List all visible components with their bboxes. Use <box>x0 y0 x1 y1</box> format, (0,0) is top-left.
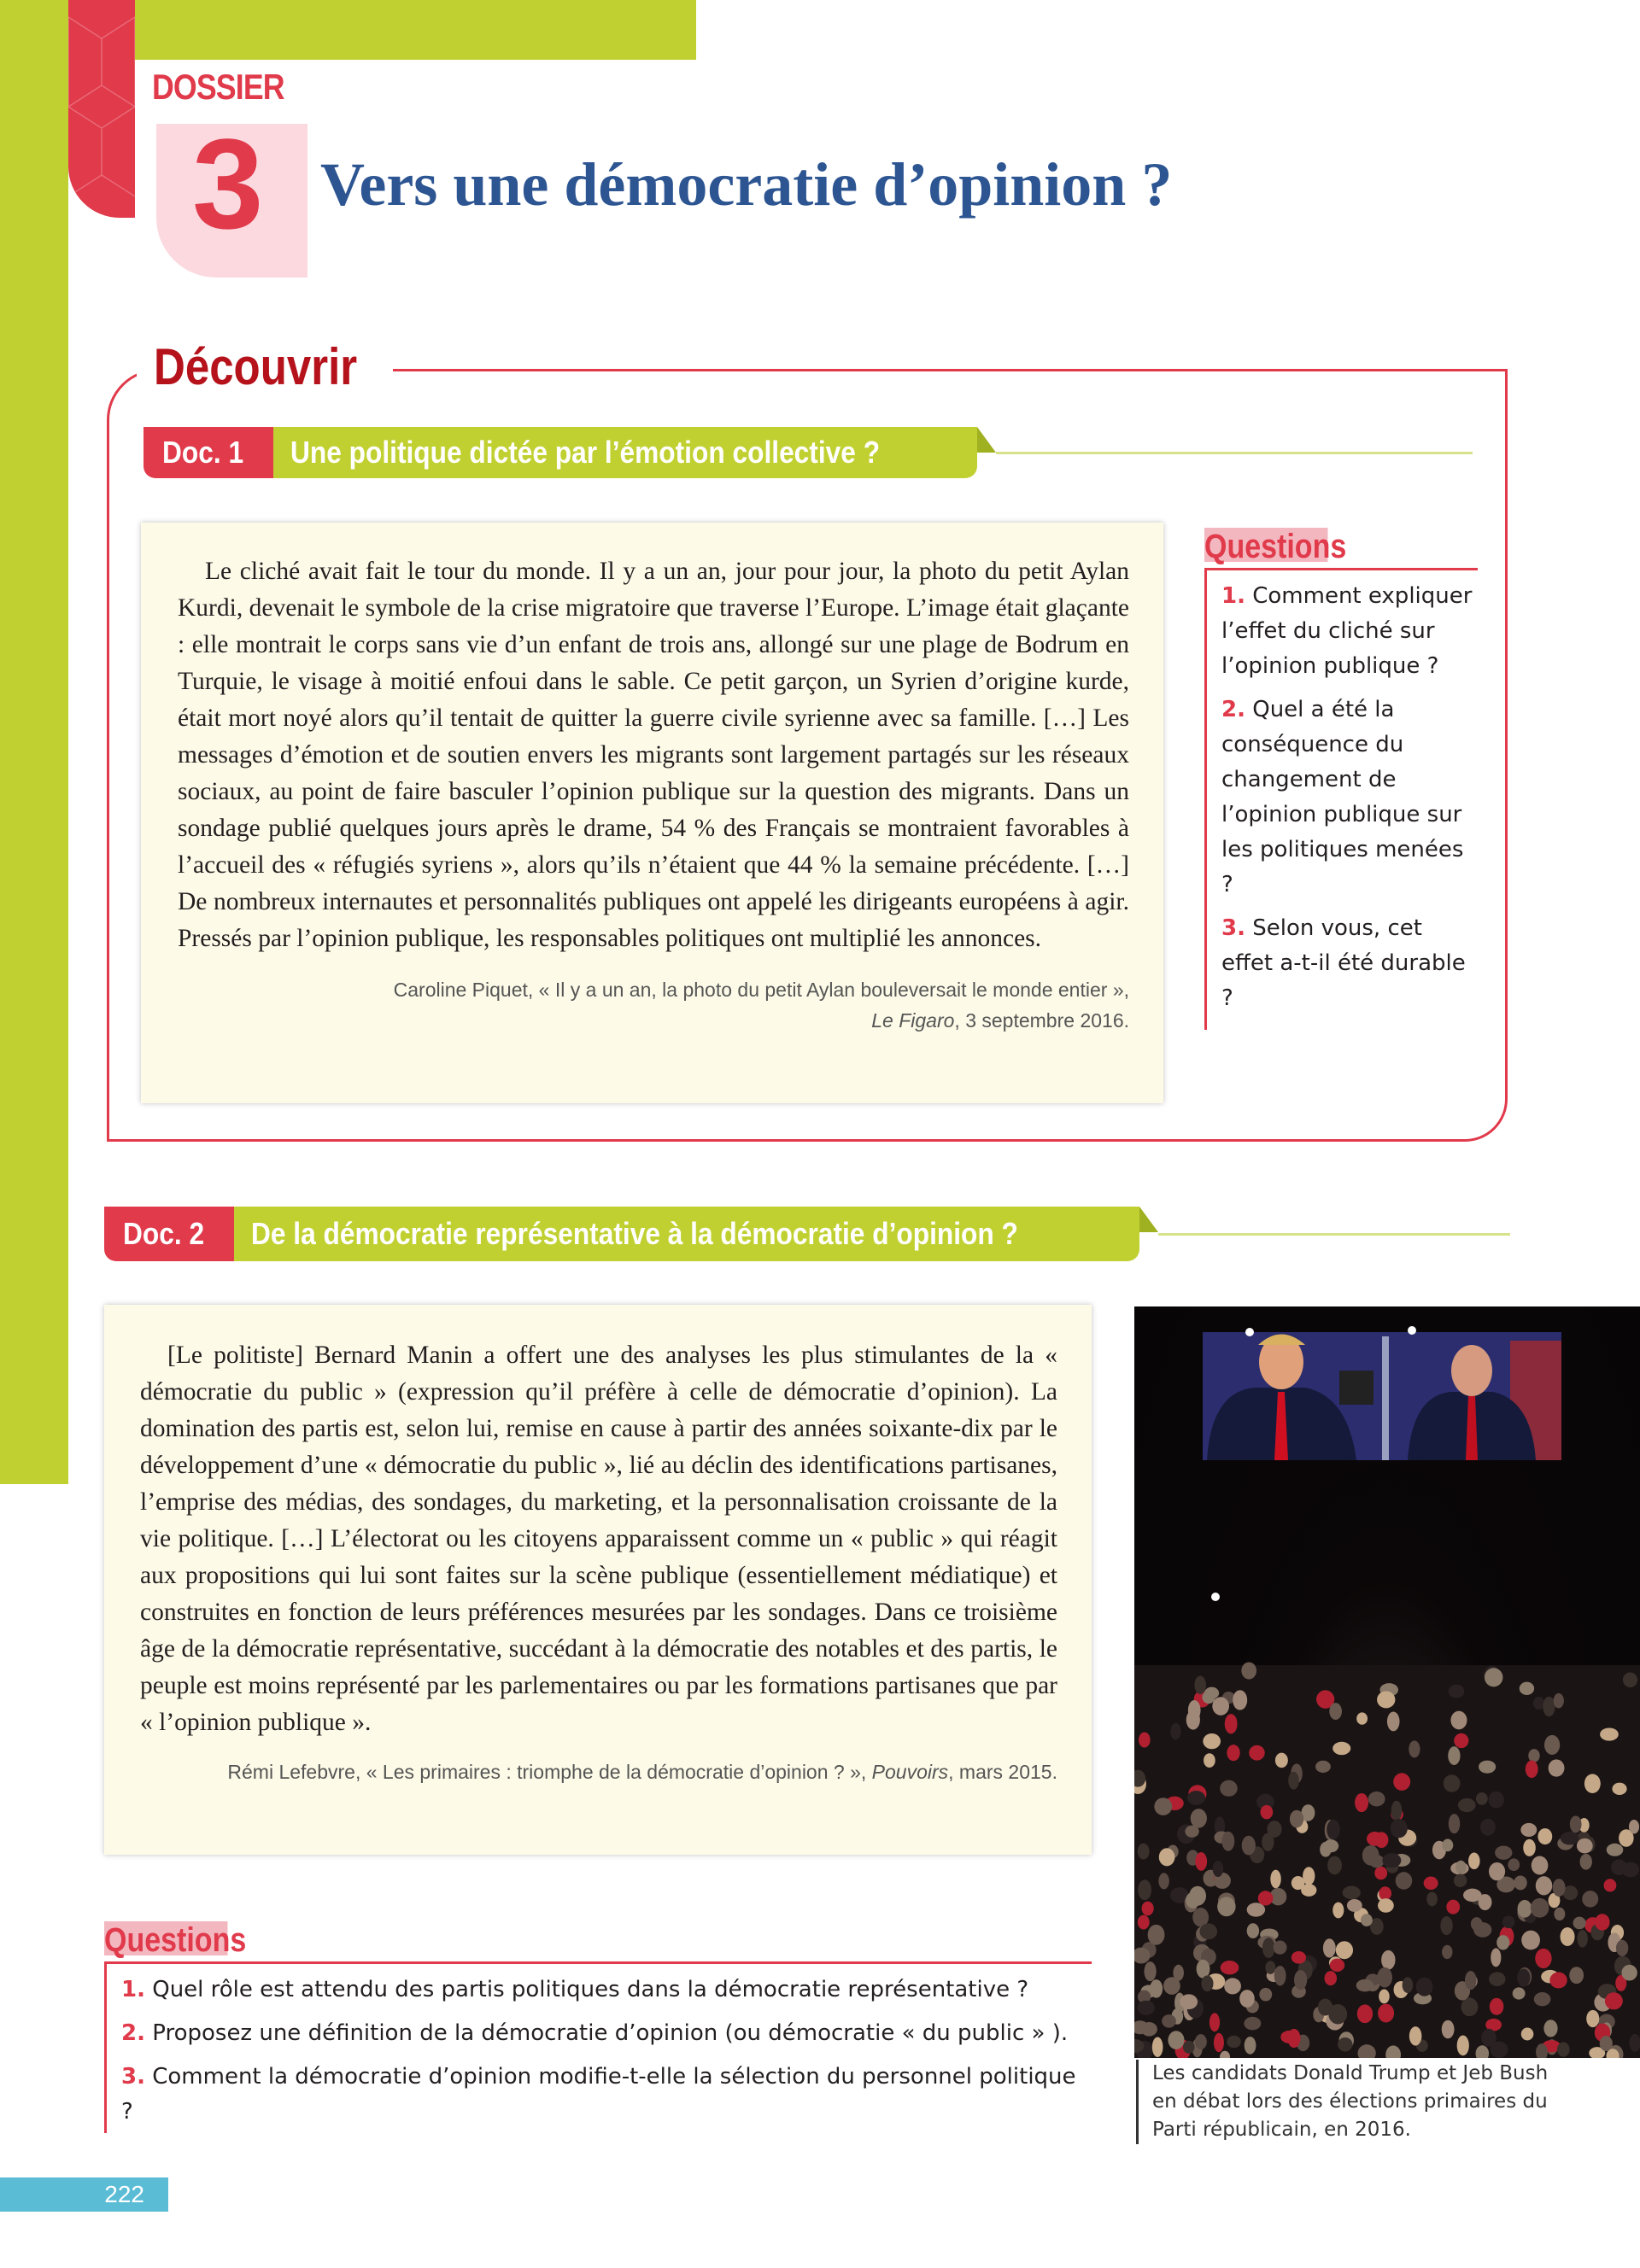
question-item: 3. Comment la démocratie d’opinion modifie-t-elle la sélection du personnel politique ? <box>121 2064 1076 2125</box>
crowd-head <box>1183 2041 1195 2054</box>
crowd-head <box>1262 1938 1275 1958</box>
crowd-head <box>1233 1690 1247 1710</box>
crowd-head <box>1521 2028 1534 2041</box>
crowd-head <box>1280 2031 1297 2043</box>
crowd-head <box>1387 1712 1400 1732</box>
crowd-head <box>1468 1853 1480 1870</box>
questions-frame <box>1204 568 1478 1030</box>
question-item: 2. Quel a été la conséquence du changement de l’opinion publique sur les politiques menées ? <box>1221 697 1464 897</box>
doc2-source-date: , mars 2015. <box>948 1761 1057 1783</box>
crowd-head <box>1377 1691 1395 1708</box>
crowd-head <box>1616 1940 1628 1956</box>
crowd-head <box>1150 1979 1163 1998</box>
crowd-head <box>1197 1960 1210 1979</box>
crowd-head <box>1170 1723 1180 1739</box>
crowd-head <box>1294 1970 1307 1990</box>
crowd-head <box>1454 1733 1468 1748</box>
crowd-head <box>1274 1966 1286 1985</box>
crowd-head <box>1623 1672 1637 1687</box>
crowd-head <box>1274 1940 1287 1954</box>
crowd-head <box>1292 1951 1306 1964</box>
crowd-head <box>1442 2020 1455 2039</box>
banner-line <box>1158 1233 1510 1236</box>
crowd-head <box>1241 1662 1256 1679</box>
questions-frame <box>104 1961 1092 2133</box>
crowd-head <box>1544 1735 1560 1755</box>
crowd-head <box>1531 1898 1549 1918</box>
crowd-head <box>1323 1839 1338 1852</box>
question-item: 3. Selon vous, cet effet a-t-il été durable ? <box>1221 915 1466 1011</box>
crowd-head <box>1187 1791 1205 1805</box>
crowd-head <box>1355 1793 1368 1812</box>
crowd-head <box>1261 1805 1274 1820</box>
questions-title: Questions <box>104 1921 247 1959</box>
crowd-head <box>1158 1873 1168 1889</box>
crowd-head <box>1180 1994 1198 2009</box>
crowd-head <box>1458 1798 1476 1812</box>
crowd-head <box>1448 1746 1460 1765</box>
crowd-head <box>1553 1879 1566 1897</box>
crowd-head <box>1396 1872 1413 1890</box>
crowd-head <box>1378 1898 1394 1913</box>
crowd-head <box>1186 1710 1200 1730</box>
crowd-head <box>1543 2020 1557 2037</box>
crowd-head <box>1450 1711 1467 1730</box>
crowd-head <box>1621 1965 1637 1981</box>
crowd-head <box>1543 1697 1555 1716</box>
questions-title: Questions <box>1204 528 1347 565</box>
crowd-head <box>1600 1727 1619 1740</box>
doc1-source <box>178 974 1129 1036</box>
crowd-head <box>1152 2037 1163 2057</box>
crowd-head <box>1382 1853 1401 1868</box>
crowd-head <box>1379 1886 1391 1900</box>
crowd-head <box>1214 2033 1224 2052</box>
doc1-source-publication: Le Figaro <box>871 1009 955 1032</box>
crowd-head <box>1220 1780 1238 1797</box>
crowd-head <box>1461 1997 1478 2016</box>
crowd-head <box>1378 2004 1394 2023</box>
doc2-source-publication: Pouvoirs <box>871 1761 949 1783</box>
crowd-head <box>1454 1873 1467 1887</box>
crowd-head <box>1288 1772 1299 1790</box>
crowd-head <box>1377 1967 1392 1988</box>
crowd-head <box>1213 1861 1224 1877</box>
crowd-head <box>1600 2036 1613 2051</box>
debate-photo-illustration <box>1134 1306 1640 2058</box>
crowd-head <box>1327 1856 1342 1875</box>
crowd-head <box>1577 1930 1587 1948</box>
crowd-head <box>1554 1908 1565 1920</box>
doc1-questions <box>1204 528 1478 1030</box>
crowd-head <box>1570 1815 1582 1833</box>
doc1-text: Le cliché avait fait le tour du monde. Il y a un an, jour pour jour, la photo du petit Aylan Kurdi, devenait le symbole de la crise migratoire que traverse l’Europe. L’image était glaçante : elle montrait le corps sans vie d’un enfant de trois ans, allongé sur une plage de Bodrum en Turquie, le visage à moitié enfoui dans le sable. Ce petit garçon, un Syrien d’origine kurde, était mort noyé alors qu’il tentait de quitter la guerre civile syrienne avec sa famille. […] Les messages d’émotion et de soutien envers les migrants sont largement partagés sur les réseaux sociaux, au point de faire basculer l’opinion publique sur la question des migrants. Dans un sondage publié quelques jours après le drame, 54 % des Français se montraient favorables à l’accueil des « réfugiés syriens », alors qu’ils n’étaient que 44 % la semaine précédente. […] De nombreux internautes et personnalités publiques ont appelé les dirigeants européens à agir. Pressés par l’opinion publique, les responsables politiques ont multiplié les annonces. <box>178 558 1129 952</box>
doc2-source-line: Rémi Lefebvre, « Les primaires : triomphe de la démocratie d’opinion ? », <box>227 1761 872 1783</box>
crowd-head <box>1239 1990 1255 2008</box>
crowd-head <box>1604 1879 1617 1891</box>
crowd-head <box>1489 1792 1504 1809</box>
crowd-head <box>1629 1820 1639 1834</box>
crowd-head <box>1194 1676 1206 1695</box>
crowd-head <box>1323 1938 1336 1957</box>
crowd-head <box>1369 1855 1384 1868</box>
crowd-head <box>1479 1761 1496 1774</box>
dossier-number: 3 <box>192 112 264 255</box>
crowd-head <box>1327 1820 1340 1839</box>
crowd-head <box>1212 1697 1229 1716</box>
crowd-head <box>1144 1961 1156 1981</box>
crowd-head <box>1457 2035 1469 2055</box>
crowd-head <box>1533 1697 1544 1710</box>
crowd-head <box>1173 1965 1184 1981</box>
crowd-head <box>1148 1925 1165 1945</box>
banner-line <box>996 452 1473 454</box>
crowd-head <box>1315 1761 1331 1773</box>
crowd-head <box>1393 1773 1410 1791</box>
crowd-head <box>1330 1959 1344 1972</box>
crowd-head <box>1199 1923 1217 1939</box>
crowd-head <box>1528 1749 1539 1762</box>
crowd-head <box>1495 1846 1512 1860</box>
crowd-head <box>1159 1848 1175 1866</box>
crowd-head <box>1329 1703 1342 1720</box>
crowd-head <box>1270 1870 1280 1889</box>
crowd-head <box>1607 1844 1624 1856</box>
crowd-head <box>1532 1856 1549 1875</box>
doc2-source <box>140 1757 1057 1787</box>
crowd-head <box>1332 1903 1344 1919</box>
top-band <box>68 0 696 60</box>
crowd-head <box>1185 1826 1198 1838</box>
crowd-head <box>1221 1832 1234 1851</box>
crowd-head <box>1391 1801 1403 1821</box>
doc1-banner <box>144 427 1473 478</box>
crowd-head <box>1456 1861 1466 1874</box>
crowd-head <box>1186 1892 1199 1909</box>
crowd-head <box>1142 1902 1154 1916</box>
crowd-head <box>1195 1852 1207 1871</box>
crowd-head <box>1336 1941 1353 1959</box>
photo-caption: Les candidats Donald Trump et Jeb Bush en débat lors des élections primaires du Parti républicain, en 2016. <box>1136 2060 1562 2144</box>
crowd-head <box>1496 1935 1509 1949</box>
crowd-head <box>1444 1774 1461 1792</box>
crowd-head <box>1162 2014 1176 2028</box>
crowd-head <box>1275 1753 1288 1768</box>
crowd-head <box>1224 1978 1241 1994</box>
crowd-head <box>1491 1948 1501 1967</box>
doc1-source-line: Caroline Piquet, « Il y a un an, la photo du petit Aylan bouleversait le monde entier », <box>393 979 1129 1001</box>
crowd-head <box>1449 1814 1460 1833</box>
crowd-head <box>1265 1961 1275 1974</box>
crowd-head <box>1534 1992 1551 2006</box>
crowd-head <box>1424 1877 1438 1890</box>
crowd-head <box>1463 1889 1481 1902</box>
crowd-head <box>1442 1945 1452 1959</box>
crowd-head <box>1554 1693 1564 1709</box>
crowd-head <box>1549 1759 1565 1776</box>
crowd-head <box>1403 1977 1414 1993</box>
crowd-head <box>1513 1987 1526 1999</box>
crowd-head <box>1481 2029 1496 2047</box>
crowd-head <box>1573 1917 1586 1930</box>
crowd-head <box>1485 1668 1502 1686</box>
hex-pattern-strip <box>68 0 135 218</box>
crowd-head <box>1582 1891 1598 1908</box>
doc2-questions <box>104 1921 1092 2133</box>
doc1-title: Une politique dictée par l’émotion collective ? <box>290 435 881 470</box>
crowd-head <box>1210 2013 1220 2031</box>
crowd-head <box>1440 1916 1452 1935</box>
crowd-head <box>1489 1862 1505 1880</box>
crowd-head <box>1605 1992 1623 2009</box>
crowd-head <box>1247 1923 1259 1938</box>
crowd-head <box>1301 1884 1316 1897</box>
side-band <box>0 0 68 1484</box>
crowd-head <box>1138 1915 1150 1930</box>
crowd-head <box>1381 1950 1395 1970</box>
crowd-head <box>1258 1891 1274 1905</box>
crowd-head <box>1561 1832 1579 1844</box>
crowd-head <box>1203 1733 1221 1749</box>
crowd-head <box>1245 2037 1256 2055</box>
crowd-head <box>1518 1900 1532 1918</box>
crowd-head <box>1244 2017 1261 2031</box>
crowd-head <box>1473 1922 1491 1938</box>
crowd-head <box>1561 1927 1575 1946</box>
crowd-head <box>1514 1875 1527 1890</box>
crowd-head <box>1201 1975 1213 1991</box>
crowd-head <box>1442 1838 1453 1851</box>
crowd-head <box>1416 1978 1433 1996</box>
debate-photo <box>1134 1306 1640 2058</box>
question-item: 1. Comment expliquer l’effet du cliché sur l’opinion publique ? <box>1221 583 1473 679</box>
crowd-head <box>1569 1967 1584 1984</box>
crowd-head <box>1303 1867 1315 1885</box>
crowd-head <box>1489 1972 1505 1986</box>
crowd-head <box>1520 1682 1534 1695</box>
crowd-head <box>1584 1774 1601 1793</box>
crowd-head <box>1611 1859 1627 1875</box>
crowd-head <box>1138 1879 1151 1900</box>
crowd-head <box>1580 1854 1592 1870</box>
doc1-number: Doc. 1 <box>162 435 244 470</box>
page-title: Vers une démocratie d’opinion ? <box>320 150 1173 219</box>
crowd-head <box>1535 1949 1551 1968</box>
crowd-head <box>1154 1797 1172 1815</box>
crowd-head <box>1517 1969 1530 1987</box>
crowd-head <box>1523 1839 1536 1856</box>
doc2-number: Doc. 2 <box>123 1216 205 1251</box>
crowd-head <box>1368 1792 1385 1806</box>
crowd-head <box>1249 1745 1265 1761</box>
crowd-head <box>1536 1876 1553 1895</box>
crowd-head <box>1347 1899 1362 1912</box>
crowd-head <box>1549 1973 1567 1989</box>
dossier-label: DOSSIER <box>152 67 284 107</box>
crowd-head <box>1374 1867 1387 1879</box>
crowd-head <box>1204 1687 1219 1699</box>
crowd-head <box>1338 2037 1352 2051</box>
crowd-head <box>1409 1740 1420 1757</box>
crowd-head <box>1391 1819 1408 1838</box>
crowd-head <box>1290 1810 1303 1828</box>
crowd-head <box>1465 1971 1477 1990</box>
crowd-head <box>1267 1821 1281 1838</box>
crowd-head <box>1191 1809 1207 1828</box>
question-item: 1. Quel rôle est attendu des partis politiques dans la démocratie représentative ? <box>121 1977 1029 2002</box>
crowd-head <box>1520 1823 1537 1837</box>
doc2-textbox <box>104 1305 1092 1855</box>
hex-pattern-icon <box>68 0 135 218</box>
crowd-head <box>1426 1892 1438 1907</box>
crowd-head <box>1195 2034 1207 2049</box>
crowd-head <box>1502 1915 1515 1928</box>
crowd-head <box>1586 2010 1599 2027</box>
crowd-head <box>1332 1742 1350 1755</box>
crowd-head <box>1595 1914 1609 1931</box>
crowd-head <box>1328 2004 1347 2025</box>
crowd-head <box>1521 1931 1540 1950</box>
doc1-textbox <box>141 523 1163 1103</box>
crowd-head <box>1139 1733 1151 1748</box>
doc2-title: De la démocratie représentative à la démocratie d’opinion ? <box>251 1216 1018 1251</box>
crowd-head <box>1480 1819 1496 1836</box>
crowd-head <box>1508 1858 1520 1871</box>
question-item: 2. Proposez une définition de la démocratie d’opinion (ou démocratie « du public » ). <box>121 2020 1069 2046</box>
crowd-head <box>1538 1828 1552 1844</box>
crowd-head <box>1225 1714 1238 1733</box>
crowd-head <box>1227 2036 1241 2048</box>
crowd-head <box>1476 1792 1488 1805</box>
crowd-head <box>1612 1783 1626 1795</box>
crowd-head <box>1449 1685 1465 1698</box>
crowd-head <box>1221 1961 1239 1974</box>
crowd-head <box>1227 1745 1239 1761</box>
page-number: 222 <box>0 2177 168 2212</box>
crowd-head <box>1357 2004 1373 2023</box>
crowd-head <box>1168 2031 1184 2049</box>
crowd-head <box>1379 1989 1390 2003</box>
crowd-head <box>1557 2042 1570 2056</box>
crowd-head <box>1217 1897 1235 1916</box>
crowd-head <box>1343 1886 1361 1900</box>
crowd-head <box>1325 1971 1337 1985</box>
doc1-source-date: , 3 septembre 2016. <box>954 1009 1129 1032</box>
crowd-head <box>1577 1838 1593 1854</box>
crowd-head <box>1356 1712 1368 1724</box>
crowd-head <box>1361 1914 1373 1926</box>
crowd-head <box>1138 2001 1155 2015</box>
crowd-head <box>1259 1988 1272 2002</box>
crowd-head <box>1446 1900 1460 1914</box>
doc2-text: [Le politiste] Bernard Manin a offert une des analyses les plus stimulantes de la « démocratie du public » (expression qu’il préfère à celle de démocratie d’opinion). La domination des partis est, selon lui, remise en cause à partir des années soixante-dix par le développement d’une « démocratie du public », lié au déclin des identifications partisanes, l’emprise des médias, des sondages, du marketing, et la personnalisation croissante de la vie politique. […] L’électorat ou les citoyens apparaissent comme un « public » qui réagit aux propositions qui lui sont faites sur la scène publique (essentiellement médiatique) et construites en fonction de leurs préférences mesurées par les sondages. Dans ce troisième âge de la démocratie représentative, succédant à la démocratie des notables et des partis, le peuple est moins représenté par les parlementaires ou par les formations partisanes que par « l’opinion publique ». <box>140 1342 1057 1736</box>
crowd-head <box>1526 1760 1538 1778</box>
doc2-banner <box>104 1207 1510 1261</box>
crowd-head <box>1138 1844 1150 1860</box>
crowd-head <box>1204 1753 1215 1768</box>
crowd-head <box>1490 1998 1504 2015</box>
crowd-head <box>1242 1836 1256 1856</box>
crowd-head <box>1367 1832 1383 1846</box>
crowd-head <box>1409 2026 1422 2045</box>
section-title-decouvrir: Découvrir <box>154 338 358 395</box>
crowd-head <box>1356 1979 1374 1992</box>
